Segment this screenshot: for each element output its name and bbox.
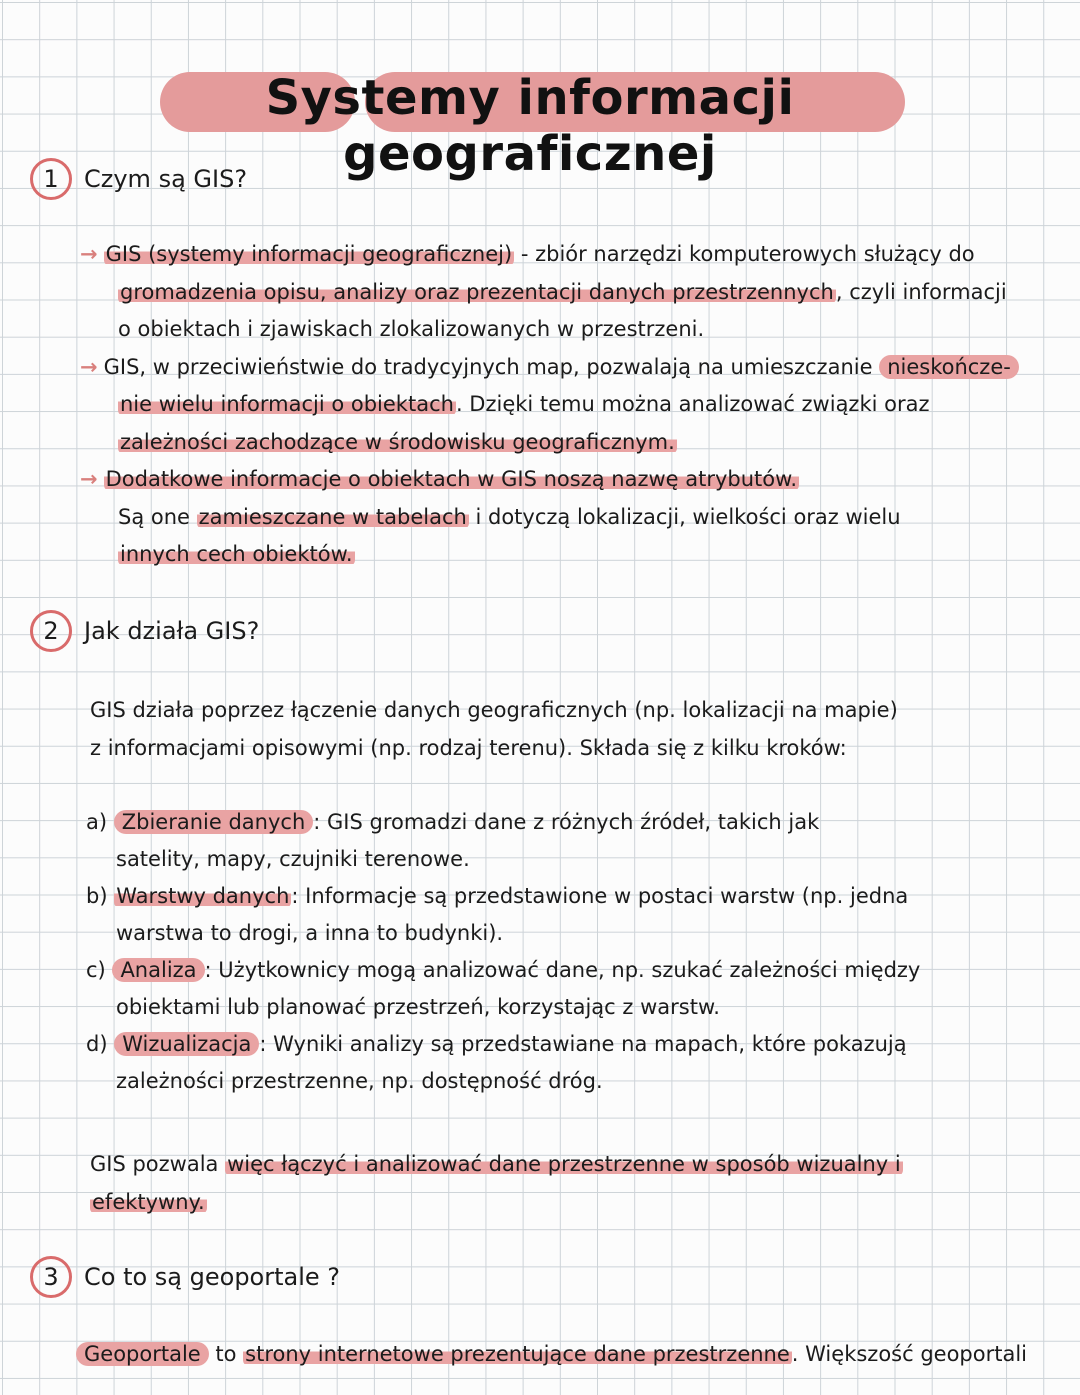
highlight: więc łączyć i analizować dane przestrzenne w sposób wizualny i — [227, 1152, 901, 1176]
line-text: GIS pozwala — [90, 1152, 226, 1176]
highlight: Warstwy danych — [116, 884, 290, 908]
arrow-icon: → — [80, 467, 98, 491]
line-text: . Dzięki temu można analizować związki oraz — [455, 392, 930, 416]
s3-paragraph — [76, 1336, 1027, 1374]
highlight: Zbieranie danych — [114, 810, 314, 834]
step-line — [86, 1026, 920, 1063]
text-line: GIS działa poprzez łączenie danych geograficznych (np. lokalizacji na mapie) — [90, 698, 898, 722]
page-title: Systemy informacji geograficznej — [265, 70, 795, 182]
highlight: zamieszczane w tabelach — [198, 504, 467, 529]
step-line — [86, 804, 920, 841]
page-title-block — [150, 62, 910, 182]
section-2-heading — [30, 610, 259, 652]
line-text: : GIS gromadzi dane z różnych źródeł, takich jak — [313, 810, 820, 834]
section-1-heading — [30, 158, 247, 200]
section-question: Jak działa GIS? — [84, 617, 260, 645]
s2-intro — [90, 692, 898, 767]
text-line — [80, 274, 1019, 312]
section-question: Co to są geoportale ? — [84, 1263, 341, 1291]
text-line — [80, 499, 1019, 537]
text-line — [76, 1336, 1027, 1374]
text-line — [80, 311, 1019, 349]
line-text: : Wyniki analizy są przedstawiane na mapach, które pokazują — [259, 1032, 907, 1056]
step-continuation: warstwa to drogi, a inna to budynki). — [116, 921, 504, 945]
step-line — [86, 952, 920, 989]
step-continuation: obiektami lub planować przestrzeń, korzystając z warstw. — [116, 995, 720, 1019]
line-text: . Większość geoportali — [791, 1342, 1028, 1366]
step-label: d) — [86, 1032, 108, 1056]
step-continuation: satelity, mapy, czujniki terenowe. — [116, 847, 470, 871]
s1-paragraph — [80, 236, 1019, 574]
text-line — [80, 349, 1019, 387]
line-text: Są one — [118, 504, 197, 529]
highlight: Geoportale — [76, 1342, 209, 1366]
line-text: o obiektach i zjawiskach zlokalizowanych w przestrzeni. — [118, 317, 705, 341]
highlight: efektywny. — [92, 1189, 205, 1214]
section-number: 1 — [30, 158, 72, 200]
step-continuation: zależności przestrzenne, np. dostępność dróg. — [116, 1069, 603, 1093]
section-question: Czym są GIS? — [84, 165, 248, 193]
line-text: - zbiór narzędzi komputerowych służący do — [514, 242, 975, 266]
highlight: strony internetowe prezentujące dane przestrzenne — [245, 1342, 790, 1366]
text-line — [80, 236, 1019, 274]
highlight: nie wielu informacji o obiektach — [120, 392, 454, 416]
line-text: i dotyczą lokalizacji, wielkości oraz wielu — [468, 504, 901, 529]
highlight: nieskończe- — [879, 355, 1019, 379]
highlight: zależności zachodzące w środowisku geograficznym. — [120, 429, 675, 454]
highlight: Wizualizacja — [114, 1032, 259, 1056]
text-line — [80, 461, 1019, 499]
section-number: 2 — [30, 610, 72, 652]
s2-steps — [86, 804, 920, 1100]
text-line — [80, 424, 1019, 462]
step-label: c) — [86, 958, 106, 982]
line-text: GIS, w przeciwieństwie do tradycyjnych map, pozwalają na umieszczanie — [103, 354, 880, 379]
text-line — [80, 386, 1019, 424]
arrow-icon: → — [80, 242, 98, 266]
line-text: : Informacje są przedstawione w postaci warstw (np. jedna — [291, 884, 909, 908]
highlight: Dodatkowe informacje o obiektach w GIS noszą nazwę atrybutów. — [105, 467, 798, 491]
highlight: GIS (systemy informacji geograficznej) — [105, 242, 513, 266]
step-label: a) — [86, 810, 108, 834]
highlight: innych cech obiektów. — [120, 542, 353, 566]
line-text: , czyli informacji — [835, 279, 1007, 304]
step-label: b) — [86, 884, 108, 908]
step-line — [86, 878, 920, 915]
highlight: Analiza — [112, 958, 204, 982]
highlight: gromadzenia opisu, analizy oraz prezentacji danych przestrzennych — [120, 279, 834, 304]
text-line — [80, 536, 1019, 574]
text-line — [90, 1146, 903, 1184]
line-text: : Użytkownicy mogą analizować dane, np. szukać zależności między — [204, 958, 921, 982]
s2-summary — [90, 1146, 903, 1221]
text-line — [90, 1184, 903, 1222]
line-text: to — [208, 1342, 244, 1366]
arrow-icon: → — [80, 354, 98, 379]
text-line: z informacjami opisowymi (np. rodzaj terenu). Składa się z kilku kroków: — [90, 735, 847, 760]
section-3-heading — [30, 1256, 340, 1298]
section-number: 3 — [30, 1256, 72, 1298]
